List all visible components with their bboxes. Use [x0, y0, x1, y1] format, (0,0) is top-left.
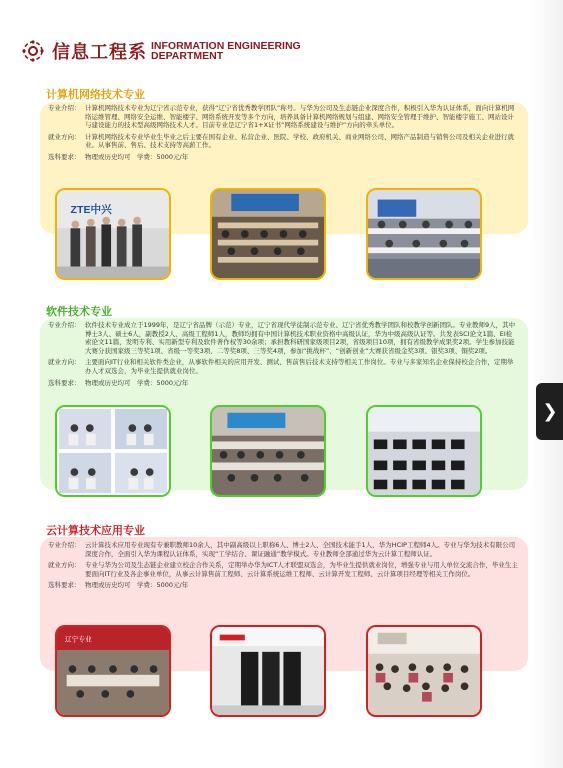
- employ-label: 就业方向：: [48, 132, 81, 141]
- department-header: [22, 36, 301, 66]
- section-network-photo-1: [55, 188, 171, 280]
- section-cloud-photo-2: [210, 625, 326, 717]
- requirement-label: 选科要求：: [48, 581, 81, 590]
- requirement-label: 选科要求：: [48, 152, 81, 161]
- section-network-text: [48, 104, 518, 165]
- section-software-photo-2: [210, 405, 326, 497]
- section-cloud-photo-3: [366, 625, 482, 717]
- chevron-right-icon: ❯: [542, 401, 558, 422]
- section-network-photo-2: [210, 188, 326, 280]
- network-logo-icon: [22, 40, 44, 62]
- intro-label: 专业介绍：: [48, 541, 81, 549]
- department-title-cn: 信息工程系: [52, 42, 147, 63]
- requirement-label: 选科要求：: [48, 378, 81, 387]
- svg-text:ZTE中兴: ZTE中兴: [70, 203, 112, 216]
- section-software-photo-3: [366, 405, 482, 497]
- employ-text: 专业与华为公司及生态链企业建立校企合作关系，定期举办华为ICT人才联盟双选会，为毕业生提供就业岗位，增强专业与用人单位交流合作，毕业生主要面向IT行业及各企事业单位，从事云计算售前工程师、云计算系统运维工程师、云计算开发工程师、云计算项目经理等相关工作岗位。: [85, 561, 518, 578]
- employ-text: 主要面向IT行业和相关软件类企业，从事软件相关的应用开发、测试、售前售后技术支持等相关工作岗位。专业与多家知名企业保持校企合作，定期举办人才双选会，为毕业生提供就业岗位。: [85, 358, 514, 375]
- intro-text: 云计算技术应用专业现有专兼职教师10余人，其中副高级以上职称6人、博士2人、全国技术能手1人、华为HCIP工程师4人。专业与华为技术有限公司深度合作，全面引入华为课程认证体系，实现“工学结合、课证融通”教学模式。专业教师全部通过华为云计算工程师认证。: [85, 541, 516, 558]
- intro-text: 软件技术专业成立于1999年，是辽宁省品牌（示范）专业，辽宁省现代学徒制示范专业、辽宁省优秀教学团队和校教学创新团队。专业教师9人，其中博士3人、硕士6人，副教授2人、高级工程师1人，教师均拥有中国计算机技术职业资格中高级认证，华为中级高级认证等。共发表SCI论文1篇、EI检索论文11篇，发明专利、实用新型专利及软件著作权等30余项；承担教科研国家级项目2项，省级项目10项，拥有省级教学成果奖2项。学生参加技能大赛分获国家级三等奖1项、省级一等奖3项、二等奖8项、三等奖4项，参加“挑战杯”、“创新创业”大赛获省级金奖3项、银奖3项、铜奖2项。: [85, 321, 516, 355]
- section-network-title: 计算机网络技术专业: [46, 88, 145, 101]
- employ-label: 就业方向：: [48, 358, 81, 367]
- department-title-en: INFORMATION ENGINEERING DEPARTMENT: [151, 40, 301, 62]
- employ-label: 就业方向：: [48, 561, 81, 570]
- requirement-text: 物理或历史均可 学费：5000元/年: [85, 378, 189, 387]
- svg-text:辽宁专业: 辽宁专业: [64, 635, 92, 644]
- next-page-button[interactable]: [536, 383, 563, 440]
- section-software-photo-1: [55, 405, 171, 497]
- section-network-photo-3: [366, 188, 482, 280]
- requirement-text: 物理或历史均可 学费：5000元/年: [85, 581, 189, 590]
- section-cloud-text: [48, 541, 518, 593]
- section-cloud-title: 云计算技术应用专业: [46, 524, 145, 537]
- intro-label: 专业介绍：: [48, 321, 81, 329]
- section-cloud-photo-1: [55, 625, 171, 717]
- requirement-text: 物理或历史均可 学费：5000元/年: [85, 152, 189, 161]
- intro-text: 计算机网络技术专业为辽宁省示范专业，获得“辽宁省优秀教学团队”称号。与华为公司及生态链企业深度合作，积极引入华为认证体系，面向计算机网络运维管理、网络安全运维、智能楼宇、网络系统开发等多个方向，培养具备计算机网络规划与组建、网络安全管理于维护、智能楼宇施工、网站设计与建设能力的技术型高级网络技术人才。目前专业是辽宁省1+X证书“网络系统建设与维护”方向的牵头单位。: [85, 104, 515, 130]
- section-software-title: 软件技术专业: [46, 305, 112, 318]
- section-software-text: [48, 321, 518, 390]
- intro-label: 专业介绍：: [48, 104, 81, 112]
- employ-text: 计算机网络技术专业毕业生毕业之后主要在国有企业、私营企业、医院、学校、政府机关、商业网络公司、网络产品制造与销售公司及相关企业进行就业。从事售前、售后、技术支持等高薪工作。: [85, 132, 514, 150]
